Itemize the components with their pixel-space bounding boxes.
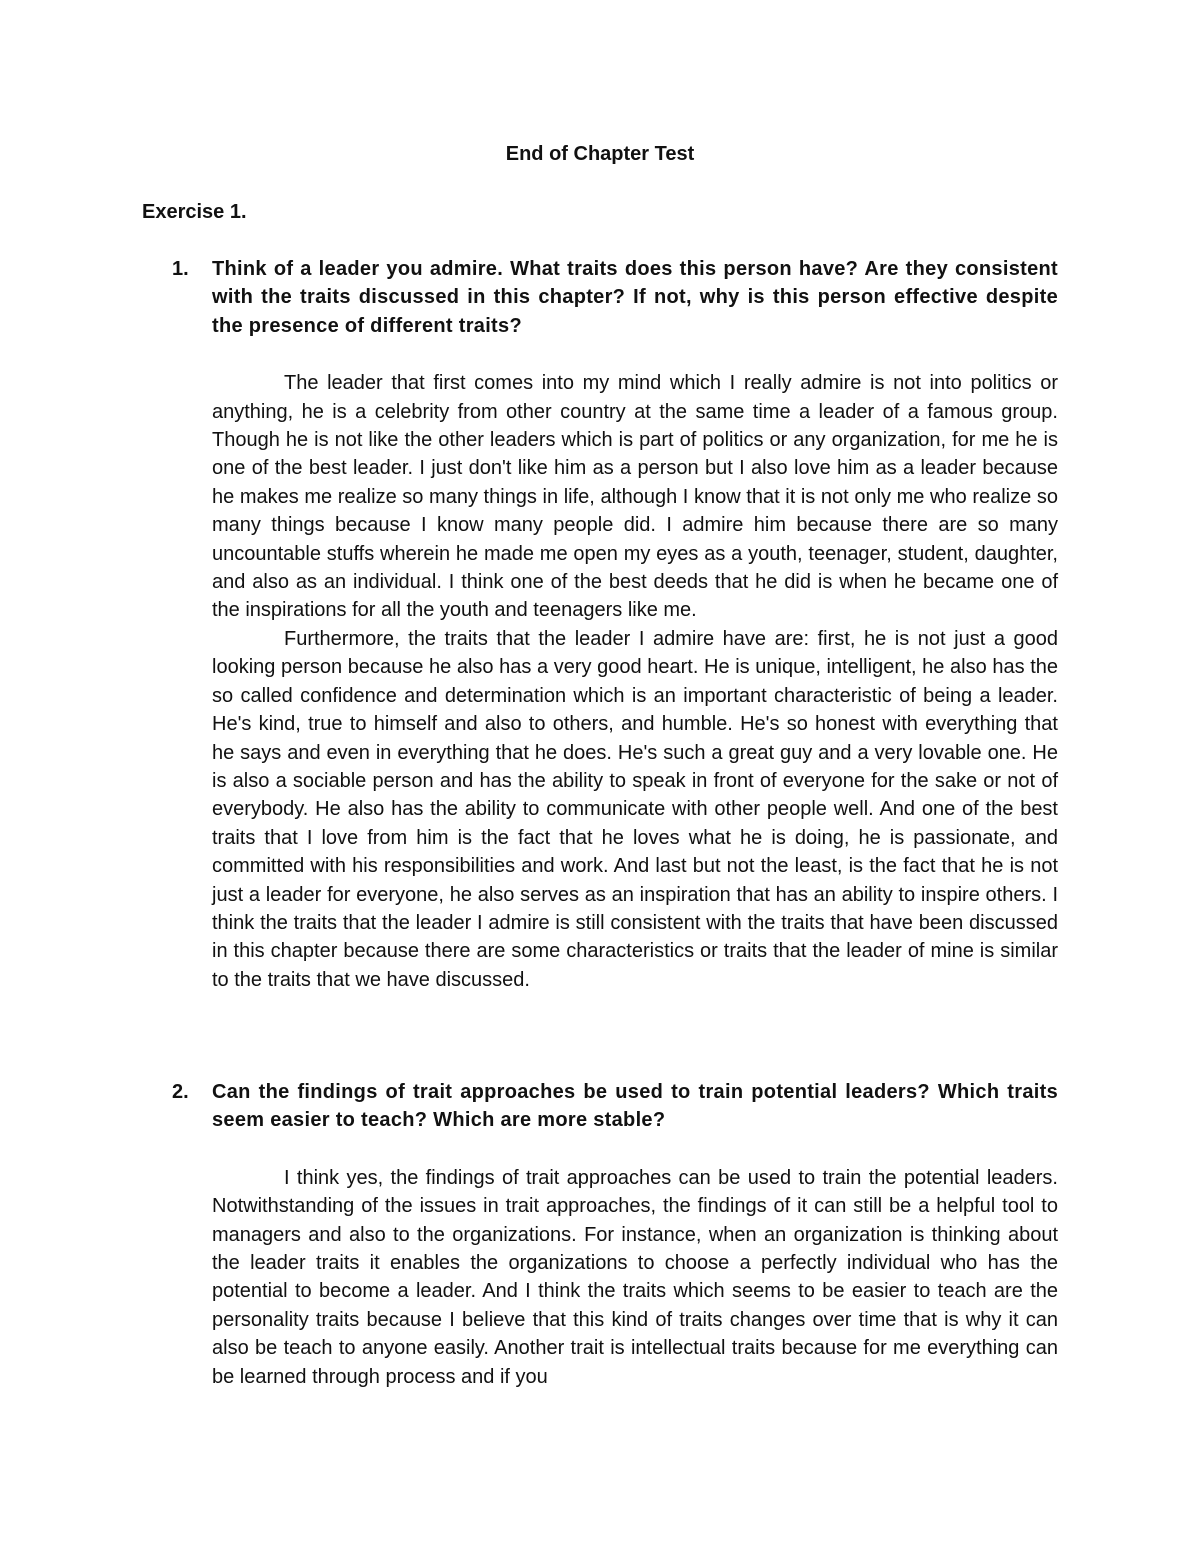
question-text: Can the findings of trait approaches be used to train potential leaders? Which traits seem easier to teach? Which are more stable? [212, 1081, 1058, 1132]
question-text: Think of a leader you admire. What traits does this person have? Are they consistent with the traits discussed in this chapter? If not, why is this person effective despite the presence of different traits? [212, 258, 1058, 337]
question-number: 2. [172, 1081, 189, 1103]
answer-block [212, 1164, 1058, 1391]
answer-paragraph: I think yes, the findings of trait approaches can be used to train the potential leaders. Notwithstanding of the issues in trait approaches, the findings of it can still be a helpful tool to managers and also to the organizations. For instance, when an organization is thinking about the leader traits it enables the organizations to choose a perfectly individual who has the potential to become a leader. And I think the traits which seems to be easier to teach are the personality traits because I believe that this kind of traits changes over time that is why it can also be teach to anyone easily. Another trait is intellectual traits because for me everything can be learned through process and if you [212, 1166, 1058, 1388]
question-item-2 [172, 1078, 1058, 1391]
question-number: 1. [172, 258, 189, 280]
answer-block [212, 369, 1058, 994]
exercise-heading: Exercise 1. [142, 201, 247, 223]
question-item-1 [172, 255, 1058, 994]
answer-paragraph: Furthermore, the traits that the leader I admire have are: first, he is not just a good looking person because he also has a very good heart. He is unique, intelligent, he also has the so called confidence and determination which is an important characteristic of being a leader. He's kind, true to himself and also to others, and humble. He's so honest with everything that he says and even in everything that he does. He's such a great guy and a very lovable one. He is also a sociable person and has the ability to speak in front of everyone for the sake or not of everybody. He also has the ability to communicate with other people well. And one of the best traits that I love from him is the fact that he loves what he is doing, he is passionate, and committed with his responsibilities and work. And last but not the least, is the fact that he is not just a leader for everyone, he also serves as an inspiration that has an ability to inspire others. I think the traits that the leader I admire is still consistent with the traits that have been discussed in this chapter because there are some characteristics or traits that the leader of mine is similar to the traits that we have discussed. [212, 627, 1058, 991]
document-title: End of Chapter Test [505, 143, 695, 165]
answer-paragraph: The leader that first comes into my mind which I really admire is not into politics or anything, he is a celebrity from other country at the same time a leader of a famous group. Though he is not like the other leaders which is part of politics or any organization, for me he is one of the best leader. I just don't like him as a person but I also love him as a leader because he makes me realize so many things in life, although I know that it is not only me who realize so many things because I know many people did. I admire him because there are so many uncountable stuffs wherein he made me open my eyes as a youth, teenager, student, daughter, and also as an individual. I think one of the best deeds that he did is when he became one of the inspirations for all the youth and teenagers like me. [212, 372, 1058, 622]
